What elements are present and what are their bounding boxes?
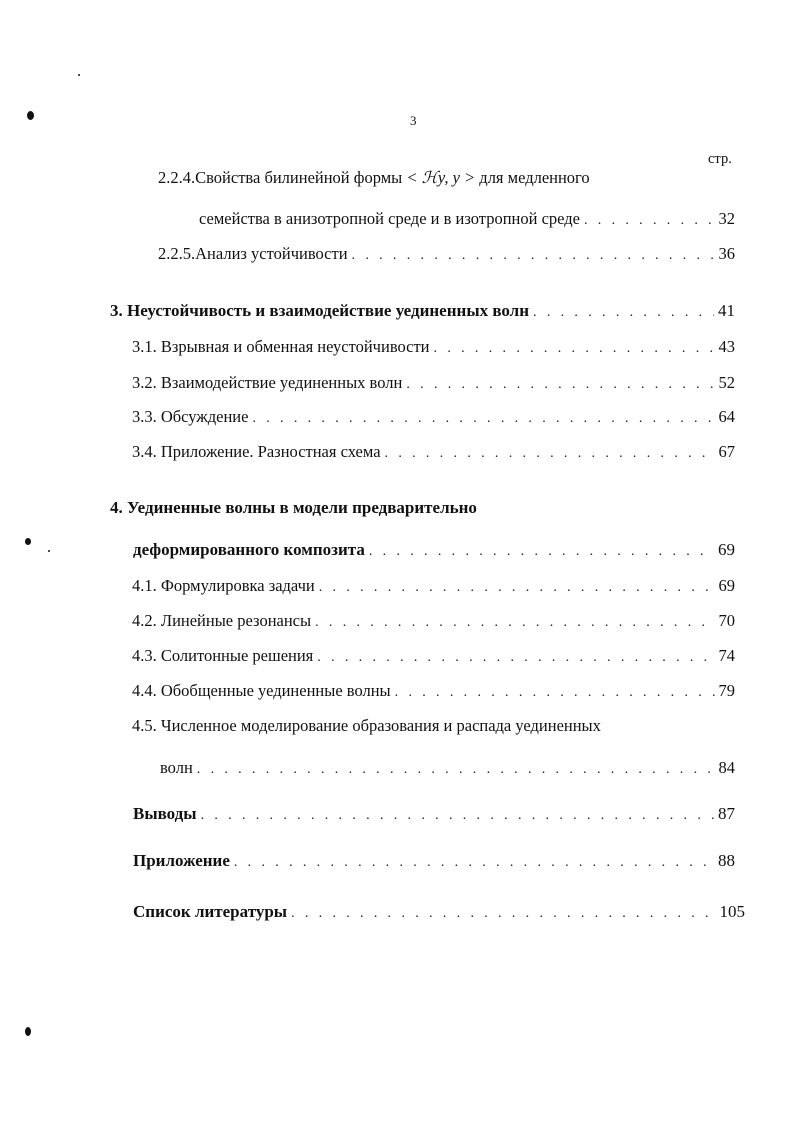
toc-chapter-4-line1: 4. Уединенные волны в модели предварительно (110, 498, 477, 517)
toc-entry-title: 4.1. Формулировка задачи (132, 576, 315, 595)
scan-speck (25, 538, 31, 545)
dot-leader (352, 246, 715, 266)
toc-entry-title: деформированного композита (133, 540, 365, 559)
toc-page-number: 74 (718, 646, 735, 665)
dot-leader (385, 444, 715, 464)
dot-leader (434, 339, 715, 359)
toc-references[interactable] (133, 902, 745, 924)
toc-entry-title: семейства в анизотропной среде и в изотропной среде (199, 209, 580, 228)
toc-page-number: 67 (718, 442, 735, 461)
toc-page-number: 32 (718, 209, 735, 228)
toc-page-number: 79 (718, 681, 735, 700)
toc-entry-3-3[interactable] (132, 407, 735, 429)
dot-leader (291, 904, 715, 924)
scan-speck (48, 550, 50, 552)
toc-entry-title: 3.1. Взрывная и обменная неустойчивости (132, 337, 430, 356)
dot-leader (584, 211, 715, 231)
toc-conclusions[interactable] (133, 804, 735, 826)
dot-leader (317, 648, 714, 668)
toc-page-number: 87 (718, 804, 735, 823)
dot-leader (201, 806, 714, 826)
toc-page-number: 43 (718, 337, 735, 356)
scan-speck (27, 111, 34, 120)
dot-leader (315, 613, 714, 633)
toc-entry-title: 3.4. Приложение. Разностная схема (132, 442, 381, 461)
dot-leader (252, 409, 714, 429)
toc-entry-title: Выводы (133, 804, 197, 823)
toc-page-number: 69 (718, 576, 735, 595)
toc-page-number: 52 (718, 373, 735, 392)
scan-speck (78, 74, 80, 76)
dot-leader (369, 542, 714, 562)
page-column-label: стр. (708, 151, 732, 167)
toc-entry-title: 3. Неустойчивость и взаимодействие уединенных волн (110, 301, 530, 320)
toc-entry-title: Список литературы (133, 902, 288, 921)
page-number: 3 (410, 113, 417, 128)
toc-page-number: 105 (719, 902, 745, 921)
dot-leader (533, 303, 714, 323)
dot-leader (406, 375, 714, 395)
toc-page-number: 36 (718, 244, 735, 263)
toc-page-number: 84 (718, 758, 735, 777)
toc-entry-4-5-line1: 4.5. Численное моделирование образования и распада уединенных (132, 716, 601, 735)
toc-entry-4-2[interactable] (132, 611, 735, 633)
bilinear-form-formula: < ℋy, y > (406, 168, 476, 187)
dot-leader (319, 578, 715, 598)
toc-entry-2-2-5[interactable] (158, 244, 735, 266)
toc-entry-4-3[interactable] (132, 646, 735, 668)
toc-entry-4-4[interactable] (132, 681, 735, 703)
toc-entry-title: 2.2.5.Анализ устойчивости (158, 244, 348, 263)
toc-entry-title: 4.4. Обобщенные уединенные волны (132, 681, 391, 700)
scan-speck (25, 1027, 31, 1036)
toc-page-number: 70 (718, 611, 735, 630)
toc-entry-title: 2.2.4.Свойства билинейной формы (158, 168, 403, 187)
dot-leader (395, 683, 715, 703)
toc-appendix[interactable] (133, 851, 735, 873)
toc-entry-3-4[interactable] (132, 442, 735, 464)
toc-entry-title: 3.3. Обсуждение (132, 407, 249, 426)
toc-entry-title: 4.3. Солитонные решения (132, 646, 314, 665)
toc-entry-title: волн (160, 758, 193, 777)
toc-entry-title: 4.2. Линейные резонансы (132, 611, 312, 630)
toc-page-number: 41 (718, 301, 735, 320)
toc-chapter-3[interactable] (110, 301, 735, 323)
toc-entry-title: Приложение (133, 851, 230, 870)
toc-page-number: 64 (718, 407, 735, 426)
toc-entry-2-2-4-line2[interactable] (199, 209, 735, 231)
toc-entry-title: 3.2. Взаимодействие уединенных волн (132, 373, 403, 392)
toc-page-number: 88 (718, 851, 735, 870)
toc-entry-4-5-line2[interactable] (160, 758, 735, 780)
toc-page-number: 69 (718, 540, 735, 559)
dot-leader (234, 853, 714, 873)
toc-entry-4-1[interactable] (132, 576, 735, 598)
toc-entry-3-1[interactable] (132, 337, 735, 359)
toc-entry-2-2-4-line1 (158, 168, 590, 188)
toc-entry-3-2[interactable] (132, 373, 735, 395)
toc-chapter-4-line2[interactable] (133, 540, 735, 562)
dot-leader (197, 760, 715, 780)
toc-entry-title: для медленного (479, 168, 590, 187)
